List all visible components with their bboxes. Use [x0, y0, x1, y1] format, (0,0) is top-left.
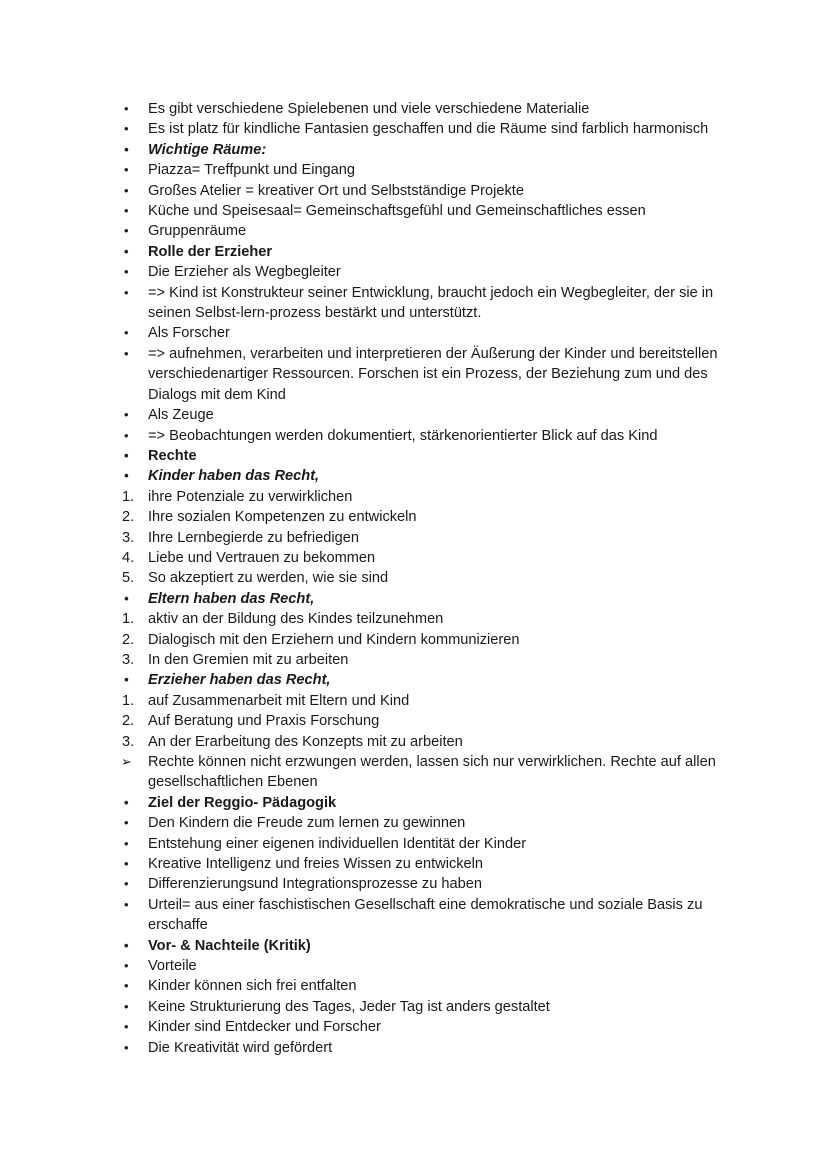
bullet-marker: • — [124, 325, 129, 341]
arrow-bullet-icon: ➢ — [121, 754, 132, 769]
list-item-text: => Kind ist Konstrukteur seiner Entwicklung, braucht jedoch ein Wegbegleiter, der sie in seinen Selbst-lern-prozess bestärkt und unterstützt. — [148, 284, 714, 322]
bullet-marker: • — [124, 407, 129, 423]
list-item-text: Küche und Speisesaal= Gemeinschaftsgefühl und Gemeinschaftliches essen — [148, 203, 646, 220]
list-item-text: Piazza= Treffpunkt und Eingang — [148, 162, 356, 179]
number-marker: 1. — [122, 488, 135, 505]
list-item-text: Kinder können sich frei entfalten — [148, 978, 357, 995]
list-item-text: Kinder haben das Recht, — [148, 468, 320, 485]
list-item — [0, 650, 828, 670]
list-item — [0, 609, 828, 629]
list-item — [0, 854, 828, 874]
list-item — [0, 732, 828, 752]
list-item-text: Es ist platz für kindliche Fantasien geschaffen und die Räume sind farblich harmonisch — [148, 121, 709, 138]
list-item-text: Kreative Intelligenz und freies Wissen zu entwickeln — [148, 856, 484, 873]
list-item — [0, 589, 828, 609]
list-item-text: Gruppenräume — [148, 223, 247, 240]
number-marker: 3. — [122, 651, 135, 668]
bullet-marker: • — [124, 794, 129, 810]
number-marker: 1. — [122, 611, 135, 628]
bullet-marker: • — [124, 958, 129, 974]
list-item-text: Die Kreativität wird gefördert — [148, 1039, 333, 1056]
list-item — [0, 752, 828, 793]
list-item — [0, 181, 828, 201]
bullet-marker: • — [124, 182, 129, 198]
bullet-marker: • — [124, 672, 129, 688]
list-item-text: So akzeptiert zu werden, wie sie sind — [148, 570, 389, 587]
list-item-text: Dialogisch mit den Erziehern und Kindern kommunizieren — [148, 631, 520, 648]
bullet-marker: • — [124, 937, 129, 953]
list-item — [0, 976, 828, 996]
list-item-text: In den Gremien mit zu arbeiten — [148, 651, 349, 668]
list-item-text: An der Erarbeitung des Konzepts mit zu arbeiten — [148, 733, 463, 750]
bullet-marker: • — [124, 468, 129, 484]
list-item — [0, 1017, 828, 1037]
list-item — [0, 283, 828, 324]
list-item-text: Kinder sind Entdecker und Forscher — [148, 1019, 381, 1036]
bullet-marker: • — [124, 835, 129, 851]
list-item-text: ihre Potenziale zu verwirklichen — [148, 488, 353, 505]
list-item — [0, 405, 828, 425]
list-item — [0, 548, 828, 568]
list-item-text: Entstehung einer eigenen individuellen Identität der Kinder — [148, 835, 527, 852]
list-item — [0, 242, 828, 262]
bullet-marker: • — [124, 141, 129, 157]
bullet-marker: • — [124, 1019, 129, 1035]
list-item — [0, 956, 828, 976]
list-item-text: Keine Strukturierung des Tages, Jeder Tag ist anders gestaltet — [148, 998, 550, 1015]
list-item-text: Als Forscher — [148, 325, 230, 342]
list-item-text: Liebe und Vertrauen zu bekommen — [148, 549, 376, 566]
list-item — [0, 466, 828, 486]
list-item — [0, 936, 828, 956]
list-item-text: Urteil= aus einer faschistischen Gesellschaft eine demokratische und soziale Basis zu erschaffe — [148, 896, 703, 934]
list-item — [0, 201, 828, 221]
list-item — [0, 793, 828, 813]
list-item-text: Erzieher haben das Recht, — [148, 672, 331, 689]
list-item-text: Ziel der Reggio- Pädagogik — [148, 794, 337, 811]
list-item-text: auf Zusammenarbeit mit Eltern und Kind — [148, 692, 410, 709]
bullet-marker: • — [124, 284, 129, 300]
bullet-marker: • — [124, 876, 129, 892]
bullet-marker: • — [124, 978, 129, 994]
list-item-text: Differenzierungsund Integrationsprozesse zu haben — [148, 876, 482, 893]
list-item-text: Auf Beratung und Praxis Forschung — [148, 713, 380, 730]
list-item — [0, 568, 828, 588]
list-item — [0, 670, 828, 690]
bullet-marker: • — [124, 896, 129, 912]
bullet-marker: • — [124, 856, 129, 872]
list-item-text: Großes Atelier = kreativer Ort und Selbstständige Projekte — [148, 182, 524, 199]
bullet-marker: • — [124, 1039, 129, 1055]
list-item — [0, 997, 828, 1017]
list-item — [0, 119, 828, 139]
list-item — [0, 691, 828, 711]
list-item-text: Vor- & Nachteile (Kritik) — [148, 937, 311, 954]
list-item — [0, 487, 828, 507]
bullet-marker: • — [124, 203, 129, 219]
number-marker: 1. — [122, 692, 135, 709]
list-item — [0, 140, 828, 160]
list-item-text: Die Erzieher als Wegbegleiter — [148, 264, 341, 281]
list-item — [0, 528, 828, 548]
list-item — [0, 834, 828, 854]
list-item-text: Rechte können nicht erzwungen werden, lassen sich nur verwirklichen. Rechte auf allen gesellschaftlichen Ebenen — [148, 754, 716, 791]
bullet-marker: • — [124, 264, 129, 280]
list-item-text: Rolle der Erzieher — [148, 243, 273, 260]
number-marker: 4. — [122, 549, 135, 566]
list-item — [0, 1038, 828, 1058]
list-item-text: => Beobachtungen werden dokumentiert, stärkenorientierter Blick auf das Kind — [148, 427, 658, 444]
list-item-text: Ihre Lernbegierde zu befriedigen — [148, 529, 359, 546]
number-marker: 2. — [122, 713, 135, 730]
list-item-text: Als Zeuge — [148, 407, 214, 424]
list-item — [0, 711, 828, 731]
number-marker: 3. — [122, 529, 135, 546]
bullet-marker: • — [124, 427, 129, 443]
list-item-text: Rechte — [148, 447, 197, 464]
list-item — [0, 99, 828, 119]
bullet-marker: • — [124, 998, 129, 1014]
list-item — [0, 344, 828, 405]
list-item — [0, 160, 828, 180]
bullet-marker: • — [124, 121, 129, 137]
bullet-marker: • — [124, 223, 129, 239]
bullet-marker: • — [124, 815, 129, 831]
list-item-text: aktiv an der Bildung des Kindes teilzunehmen — [148, 611, 444, 628]
list-item-text: Vorteile — [148, 958, 197, 975]
list-item-text: Ihre sozialen Kompetenzen zu entwickeln — [148, 509, 417, 526]
list-item — [0, 507, 828, 527]
bullet-marker: • — [124, 243, 129, 259]
notes-list — [0, 99, 828, 1058]
list-item — [0, 813, 828, 833]
list-item — [0, 323, 828, 343]
list-item-text: Den Kindern die Freude zum lernen zu gewinnen — [148, 815, 466, 832]
bullet-marker: • — [124, 162, 129, 178]
list-item-text: => aufnehmen, verarbeiten und interpretieren der Äußerung der Kinder und bereitstellen verschiedenartiger Ressourcen. Forschen ist ein Prozess, der Beziehung zum und des Dialogs mit dem Kind — [148, 345, 718, 403]
list-item — [0, 221, 828, 241]
list-item-text: Eltern haben das Recht, — [148, 590, 315, 607]
list-item — [0, 874, 828, 894]
list-item-text: Es gibt verschiedene Spielebenen und viele verschiedene Materialie — [148, 101, 590, 117]
list-item — [0, 262, 828, 282]
number-marker: 3. — [122, 733, 135, 750]
list-item — [0, 630, 828, 650]
bullet-marker: • — [124, 345, 129, 361]
bullet-marker: • — [124, 101, 129, 116]
list-item — [0, 895, 828, 936]
list-item — [0, 446, 828, 466]
bullet-marker: • — [124, 590, 129, 606]
number-marker: 5. — [122, 570, 135, 587]
number-marker: 2. — [122, 509, 135, 526]
list-item — [0, 426, 828, 446]
number-marker: 2. — [122, 631, 135, 648]
bullet-marker: • — [124, 447, 129, 463]
list-item-text: Wichtige Räume: — [148, 141, 267, 158]
